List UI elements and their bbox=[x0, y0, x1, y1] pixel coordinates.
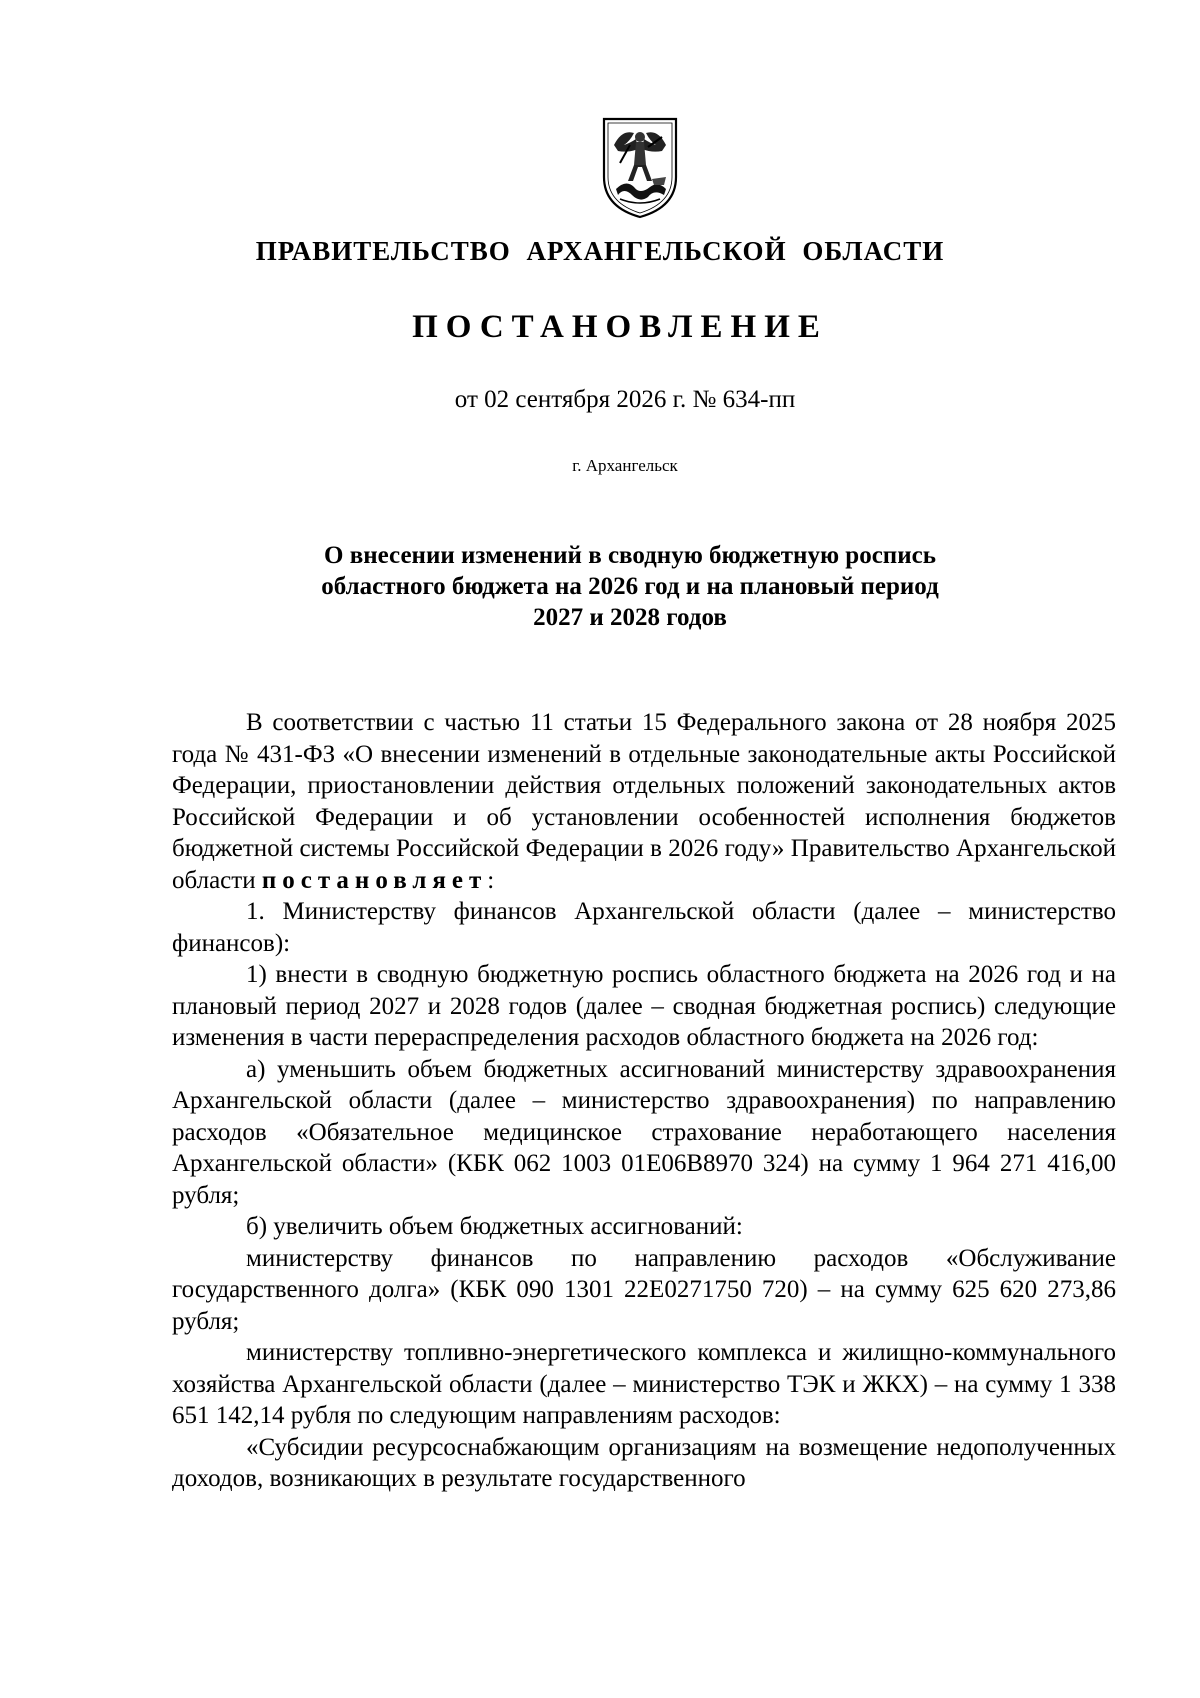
clause-1-1-b-finance: министерству финансов по направлению расходов «Обслуживание государственного долга» (КБК 090 1301 22Е0271750 720) – на сумму 625 620 273,86 рубля; bbox=[172, 1244, 1116, 1335]
title-line-1: О внесении изменений в сводную бюджетную роспись bbox=[324, 542, 936, 569]
clause-1-1: 1) внести в сводную бюджетную роспись областного бюджета на 2026 год и на плановый период 2027 и 2028 годов (далее – сводная бюджетная роспись) следующие изменения в части перераспределения расходов областного бюджета на 2026 год: bbox=[172, 961, 1116, 1051]
clause-1-1-a: а) уменьшить объем бюджетных ассигнований министерству здравоохранения Архангельской области (далее – министерство здравоохранения) по направлению расходов «Обязательное медицинское страхование неработающего населения Архангельской области» (КБК 062 1003 01Е06В8970 324) на сумму 1 964 271 416,00 рубля; bbox=[172, 1055, 1116, 1209]
clause-1-1-b-subsidies: «Субсидии ресурсоснабжающим организациям на возмещение недополученных доходов, возникающих в результате государственного bbox=[172, 1433, 1116, 1492]
document-date-number: от 02 сентября 2026 г. № 634-пп bbox=[454, 386, 796, 413]
coat-of-arms-icon bbox=[600, 115, 680, 221]
document-body bbox=[172, 707, 1116, 1495]
preamble-paragraph bbox=[172, 707, 1116, 896]
preamble-end: : bbox=[487, 866, 495, 894]
title-line-2: областного бюджета на 2026 год и на плановый период bbox=[321, 573, 939, 600]
clause-1-1-b: б) увеличить объем бюджетных ассигнований: bbox=[246, 1213, 743, 1240]
clause-1-1-b-tek: министерству топливно-энергетического комплекса и жилищно-коммунального хозяйства Архангельской области (далее – министерство ТЭК и ЖКХ) – на сумму 1 338 651 142,14 рубля по следующим направлениям расходов: bbox=[172, 1339, 1116, 1429]
preamble-text: В соответствии с частью 11 статьи 15 Федерального закона от 28 ноября 2025 года № 431-ФЗ «О внесении изменений в отдельные законодательные акты Российской Федерации, приостановлении действия отдельных положений законодательных актов Российской Федерации и об установлении особенностей исполнения бюджетов бюджетной системы Российской Федерации в 2026 году» Правительство Архангельской области bbox=[172, 709, 1116, 894]
document-city: г. Архангельск bbox=[572, 456, 678, 475]
clause-1: 1. Министерству финансов Архангельской области (далее – министерство финансов): bbox=[172, 898, 1116, 957]
title-line-3: 2027 и 2028 годов bbox=[533, 604, 727, 631]
document-type: ПОСТАНОВЛЕНИЕ bbox=[412, 309, 828, 345]
resolves-word: постановляет bbox=[261, 866, 488, 894]
government-name: ПРАВИТЕЛЬСТВО АРХАНГЕЛЬСКОЙ ОБЛАСТИ bbox=[255, 236, 945, 266]
document-title bbox=[250, 540, 1010, 633]
